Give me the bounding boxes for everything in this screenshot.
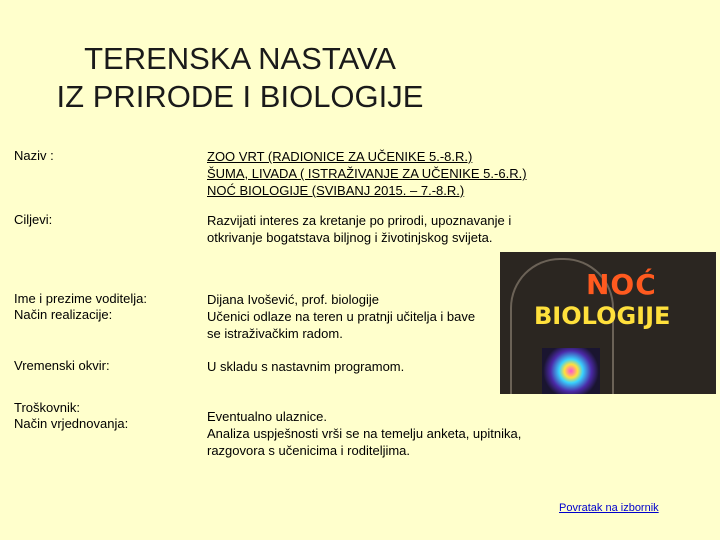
poster-image [542,348,600,394]
row-value: Dijana Ivošević, prof. biologije Učenici odlaze na teren u pratnji učitelja i bave se istraživačkim radom. [207,292,476,341]
row-value: U skladu s nastavnim programom. [207,359,405,374]
row-label: Ciljevi: [14,212,53,227]
title-line-2: IZ PRIRODE I BIOLOGIJE [56,79,424,114]
page-title [0,40,480,116]
row-label: Troškovnik: Način vrjednovanja: [14,400,129,431]
row-label: Ime i prezime voditelja: Način realizacije: [14,291,147,322]
row-label: Naziv : [14,148,54,163]
sign-text-biologije: BIOLOGIJE [534,302,671,330]
sign-text-noc: NOĆ [586,268,657,301]
row-value: ZOO VRT (RADIONICE ZA UČENIKE 5.-8.R.) ŠUMA, LIVADA ( ISTRAŽIVANJE ZA UČENIKE 5.-6.R.) NOĆ BIOLOGIJE (SVIBANJ 2015. – 7.-8.R.) [207,149,527,198]
row-label: Vremenski okvir: [14,358,110,373]
title-line-1: TERENSKA NASTAVA [84,41,396,76]
back-to-menu-link[interactable]: Povratak na izbornik [559,502,659,514]
row-value: Razvijati interes za kretanje po prirodi, upoznavanje i otkrivanje bogatstava biljnog i životinjskog svijeta. [207,213,512,245]
noc-biologije-photo [500,252,716,394]
row-value: Eventualno ulaznice. Analiza uspješnosti vrši se na temelju anketa, upitnika, razgovora s učenicima i roditeljima. [207,409,522,458]
